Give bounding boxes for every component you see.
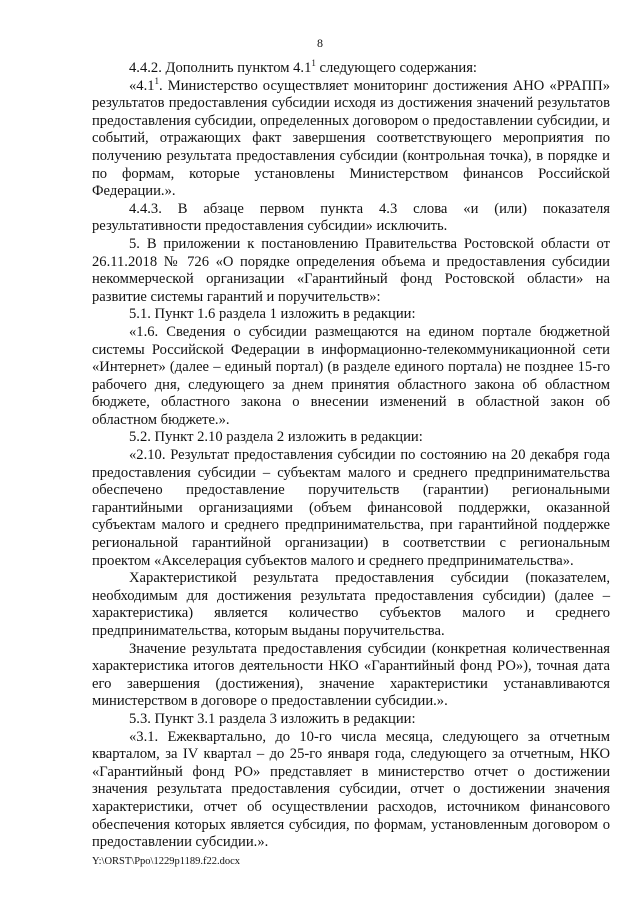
paragraph-result-value: Значение результата предоставления субсидии (конкретная количественная характеристика итогов деятельности НКО «Гарантийный фонд РО»), точная дата его завершения (достижения), значение характеристики устанавливаются министерством в договоре о предоставлении субсидии.». xyxy=(92,640,610,710)
superscript: 1 xyxy=(311,58,316,69)
document-body xyxy=(92,60,610,852)
paragraph-text: 4.4.2. Дополнить пунктом 4.1 xyxy=(129,60,312,76)
paragraph-text: «4.1 xyxy=(129,77,155,94)
paragraph-characteristic: Характеристикой результата предоставления субсидии (показателем, необходимым для достижения результата предоставления субсидии) (далее – характеристика) является количество субъектов малого и среднего предпринимательства, которым выданы поручительства. xyxy=(92,570,610,639)
paragraph-text: следующего содержания: xyxy=(315,60,477,76)
paragraph-text: . Министерство осуществляет мониторинг достижения АНО «РРАПП» результатов предоставления субсидии исходя из достижения значений результатов предоставления субсидии, определенных договором о предоставлении субсидии, и событий, отражающих факт завершения соответствующего мероприятия по получению результата предоставления субсидии (контрольная точка), в порядке и по формам, которые установлены Министерством финансов Российской Федерации.». xyxy=(92,77,610,200)
paragraph-5: 5. В приложении к постановлению Правительства Ростовской области от 26.11.2018 № 726 «О порядке определения объема и предоставления субсидии некоммерческой организации «Гарантийный фонд Ростовской области» на развитие системы гарантий и поручительств»: xyxy=(92,235,610,305)
paragraph-4-1-1 xyxy=(92,75,610,201)
paragraph-5-2: 5.2. Пункт 2.10 раздела 2 изложить в редакции: xyxy=(129,429,423,446)
paragraph-3-1: «3.1. Ежеквартально, до 10-го числа месяца, следующего за отчетным кварталом, за IV квартал – до 25-го января года, следующего за отчетным, НКО «Гарантийный фонд РО» представляет в министерство отчет о достижении значения результата предоставления субсидии, отчет о достижении значения характеристики, отчет об осуществлении расходов, источником финансового обеспечения которых является субсидия, по формам, установленным договором о предоставлении субсидии.». xyxy=(92,728,610,851)
superscript: 1 xyxy=(154,75,160,86)
file-path-footer: Y:\ORST\Ppo\1229p1189.f22.docx xyxy=(92,856,240,867)
paragraph-4-4-2 xyxy=(92,60,610,78)
paragraph-1-6: «1.6. Сведения о субсидии размещаются на едином портале бюджетной системы Российской Федерации в информационно-телекоммуникационной сети «Интернет» (далее – единый портал) (в разделе единого портала) не позднее 15-го рабочего дня, следующего за днем принятия областного закона об областном бюджете, областного закона о внесении изменений в областной закон об областном бюджете.». xyxy=(92,323,610,428)
paragraph-5-3: 5.3. Пункт 3.1 раздела 3 изложить в редакции: xyxy=(129,710,416,727)
paragraph-2-10: «2.10. Результат предоставления субсидии по состоянию на 20 декабря года предоставления субсидии – субъектам малого и среднего предпринимательства обеспечено предоставление поручительств (гарантии) региональными гарантийными организациями (объем финансовой поддержки, оказанной субъектам малого и среднего предпринимательства, при гарантийной поддержке региональной гарантийной организации) в соответствии с региональным проектом «Акселерация субъектов малого и среднего предпринимательства». xyxy=(92,447,610,569)
paragraph-5-1: 5.1. Пункт 1.6 раздела 1 изложить в редакции: xyxy=(129,306,416,323)
paragraph-4-4-3: 4.4.3. В абзаце первом пункта 4.3 слова «и (или) показателя результативности предоставления субсидии» исключить. xyxy=(92,200,610,235)
page-number: 8 xyxy=(317,36,323,50)
